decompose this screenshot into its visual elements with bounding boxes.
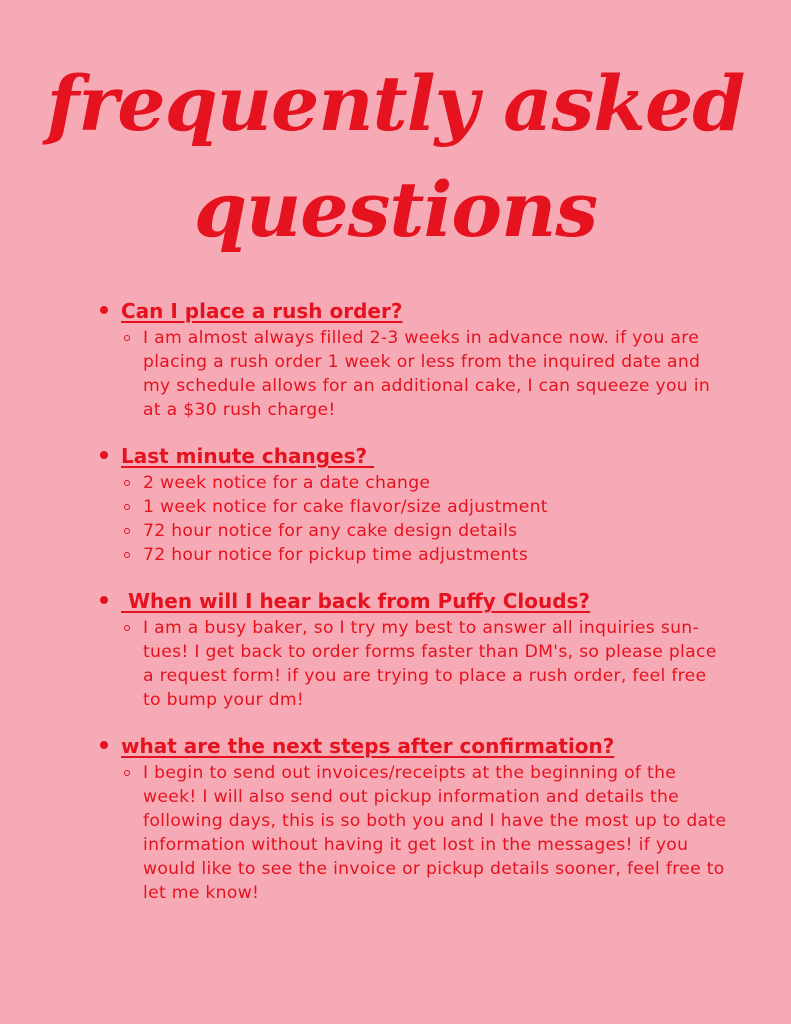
faq-answer	[121, 471, 730, 495]
faq-answer-text: I am a busy baker, so I try my best to answer all inquiries sun-tues! I get back to order forms faster than DM's, so please place a request form! if you are trying to place a rush order, feel free to bump your dm!	[143, 618, 717, 710]
faq-answers	[121, 761, 730, 905]
circle-bullet-icon	[124, 335, 130, 341]
faq-question: Can I place a rush order?	[121, 299, 403, 323]
faq-answer	[121, 543, 730, 567]
faq-question: When will I hear back from Puffy Clouds?	[121, 589, 591, 613]
faq-answer	[121, 761, 730, 905]
faq-answer	[121, 495, 730, 519]
faq-answers	[121, 616, 730, 712]
circle-bullet-icon	[124, 504, 130, 510]
faq-item-next-steps	[100, 731, 730, 905]
circle-bullet-icon	[124, 552, 130, 558]
faq-answer-text: I am almost always filled 2-3 weeks in advance now. if you are placing a rush order 1 week or less from the inquired date and my schedule allows for an additional cake, I can squeeze you in at a $30 rush charge!	[143, 328, 711, 420]
faq-item-last-minute-changes	[100, 441, 730, 567]
faq-item-hear-back	[100, 586, 730, 712]
faq-answer	[121, 519, 730, 543]
bullet-icon	[100, 451, 108, 459]
faq-answer-text: 1 week notice for cake flavor/size adjustment	[143, 497, 548, 517]
circle-bullet-icon	[124, 480, 130, 486]
bullet-icon	[100, 306, 108, 314]
page-title-line-2: questions	[193, 165, 598, 254]
faq-answer-text: I begin to send out invoices/receipts at the beginning of the week! I will also send out pickup information and details the following days, this is so both you and I have the most up to date information without having it get lost in the messages! if you would like to see the invoice or pickup details sooner, feel free to let me know!	[143, 763, 727, 903]
circle-bullet-icon	[124, 528, 130, 534]
faq-question: what are the next steps after confirmation?	[121, 734, 615, 758]
circle-bullet-icon	[124, 625, 130, 631]
faq-answer	[121, 616, 730, 712]
faq-answers	[121, 471, 730, 567]
faq-answer-text: 72 hour notice for any cake design details	[143, 521, 518, 541]
bullet-icon	[100, 596, 108, 604]
faq-item-rush-order	[100, 296, 730, 422]
page-title-line-1: frequently asked	[46, 59, 745, 148]
faq-answer-text: 72 hour notice for pickup time adjustments	[143, 545, 529, 565]
bullet-icon	[100, 741, 108, 749]
circle-bullet-icon	[124, 770, 130, 776]
faq-question: Last minute changes?	[121, 444, 375, 468]
faq-answer-text: 2 week notice for a date change	[143, 473, 431, 493]
faq-answer	[121, 326, 730, 422]
faq-list	[100, 296, 730, 905]
faq-answers	[121, 326, 730, 422]
